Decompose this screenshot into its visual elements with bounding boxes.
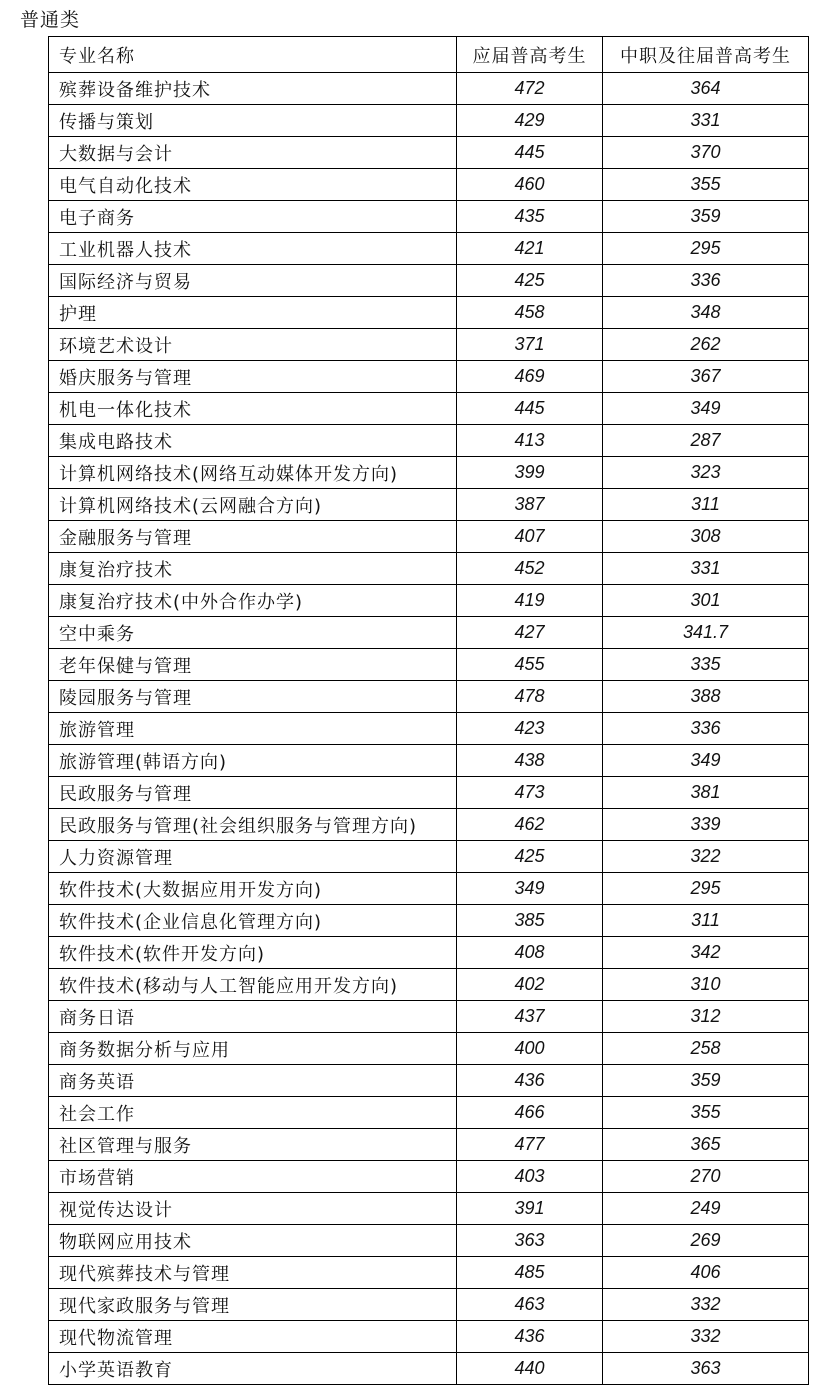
fresh-grad-score-cell: 472 [457, 73, 603, 105]
table-row [49, 873, 809, 905]
table-row [49, 649, 809, 681]
table-row [49, 1097, 809, 1129]
major-name-cell: 民政服务与管理 [49, 777, 457, 809]
table-row [49, 1001, 809, 1033]
fresh-grad-score-cell: 387 [457, 489, 603, 521]
fresh-grad-score-cell: 455 [457, 649, 603, 681]
major-name-cell: 护理 [49, 297, 457, 329]
table-row [49, 457, 809, 489]
fresh-grad-score-cell: 429 [457, 105, 603, 137]
vocational-score-cell: 287 [603, 425, 809, 457]
fresh-grad-score-cell: 462 [457, 809, 603, 841]
fresh-grad-score-cell: 363 [457, 1225, 603, 1257]
table-caption: 普通类 [20, 9, 81, 31]
vocational-score-cell: 359 [603, 201, 809, 233]
table-row [49, 297, 809, 329]
table-row [49, 1161, 809, 1193]
major-name-cell: 旅游管理(韩语方向) [49, 745, 457, 777]
fresh-grad-score-cell: 400 [457, 1033, 603, 1065]
fresh-grad-score-cell: 460 [457, 169, 603, 201]
fresh-grad-score-cell: 485 [457, 1257, 603, 1289]
fresh-grad-score-cell: 402 [457, 969, 603, 1001]
major-name-cell: 旅游管理 [49, 713, 457, 745]
vocational-score-cell: 295 [603, 233, 809, 265]
vocational-score-cell: 311 [603, 905, 809, 937]
fresh-grad-score-cell: 385 [457, 905, 603, 937]
fresh-grad-score-cell: 403 [457, 1161, 603, 1193]
major-name-cell: 现代殡葬技术与管理 [49, 1257, 457, 1289]
table-row [49, 1353, 809, 1385]
table-row [49, 809, 809, 841]
fresh-grad-score-cell: 408 [457, 937, 603, 969]
fresh-grad-score-cell: 466 [457, 1097, 603, 1129]
table-row [49, 1257, 809, 1289]
major-name-cell: 市场营销 [49, 1161, 457, 1193]
fresh-grad-score-cell: 477 [457, 1129, 603, 1161]
fresh-grad-score-cell: 391 [457, 1193, 603, 1225]
table-row [49, 905, 809, 937]
fresh-grad-score-cell: 445 [457, 393, 603, 425]
vocational-score-cell: 336 [603, 265, 809, 297]
major-name-cell: 社会工作 [49, 1097, 457, 1129]
major-name-cell: 老年保健与管理 [49, 649, 457, 681]
table-row [49, 105, 809, 137]
major-name-cell: 康复治疗技术 [49, 553, 457, 585]
major-name-cell: 软件技术(大数据应用开发方向) [49, 873, 457, 905]
fresh-grad-score-cell: 425 [457, 265, 603, 297]
fresh-grad-score-cell: 473 [457, 777, 603, 809]
fresh-grad-score-cell: 399 [457, 457, 603, 489]
table-row [49, 585, 809, 617]
vocational-score-cell: 355 [603, 1097, 809, 1129]
fresh-grad-score-cell: 423 [457, 713, 603, 745]
vocational-score-cell: 331 [603, 105, 809, 137]
table-row [49, 841, 809, 873]
fresh-grad-score-cell: 371 [457, 329, 603, 361]
table-row [49, 265, 809, 297]
vocational-score-cell: 308 [603, 521, 809, 553]
major-name-cell: 视觉传达设计 [49, 1193, 457, 1225]
major-name-cell: 电气自动化技术 [49, 169, 457, 201]
major-name-cell: 软件技术(移动与人工智能应用开发方向) [49, 969, 457, 1001]
header-fresh-grad-score: 应届普高考生 [457, 37, 603, 73]
table-row [49, 521, 809, 553]
vocational-score-cell: 335 [603, 649, 809, 681]
fresh-grad-score-cell: 440 [457, 1353, 603, 1385]
major-name-cell: 殡葬设备维护技术 [49, 73, 457, 105]
major-name-cell: 民政服务与管理(社会组织服务与管理方向) [49, 809, 457, 841]
table-row [49, 489, 809, 521]
table-row [49, 1033, 809, 1065]
major-name-cell: 电子商务 [49, 201, 457, 233]
fresh-grad-score-cell: 445 [457, 137, 603, 169]
fresh-grad-score-cell: 469 [457, 361, 603, 393]
fresh-grad-score-cell: 436 [457, 1065, 603, 1097]
major-name-cell: 国际经济与贸易 [49, 265, 457, 297]
table-row [49, 713, 809, 745]
vocational-score-cell: 295 [603, 873, 809, 905]
major-name-cell: 计算机网络技术(网络互动媒体开发方向) [49, 457, 457, 489]
table-row [49, 169, 809, 201]
vocational-score-cell: 381 [603, 777, 809, 809]
fresh-grad-score-cell: 407 [457, 521, 603, 553]
fresh-grad-score-cell: 437 [457, 1001, 603, 1033]
vocational-score-cell: 355 [603, 169, 809, 201]
fresh-grad-score-cell: 427 [457, 617, 603, 649]
major-name-cell: 空中乘务 [49, 617, 457, 649]
vocational-score-cell: 312 [603, 1001, 809, 1033]
table-row [49, 201, 809, 233]
vocational-score-cell: 310 [603, 969, 809, 1001]
major-name-cell: 商务日语 [49, 1001, 457, 1033]
table-row [49, 1193, 809, 1225]
table-row [49, 1225, 809, 1257]
fresh-grad-score-cell: 458 [457, 297, 603, 329]
vocational-score-cell: 359 [603, 1065, 809, 1097]
major-name-cell: 婚庆服务与管理 [49, 361, 457, 393]
header-major-name: 专业名称 [49, 37, 457, 73]
vocational-score-cell: 249 [603, 1193, 809, 1225]
vocational-score-cell: 322 [603, 841, 809, 873]
vocational-score-cell: 270 [603, 1161, 809, 1193]
table-row [49, 617, 809, 649]
major-name-cell: 康复治疗技术(中外合作办学) [49, 585, 457, 617]
table-row [49, 233, 809, 265]
vocational-score-cell: 349 [603, 393, 809, 425]
table-row [49, 553, 809, 585]
table-row [49, 745, 809, 777]
vocational-score-cell: 364 [603, 73, 809, 105]
vocational-score-cell: 367 [603, 361, 809, 393]
major-name-cell: 商务数据分析与应用 [49, 1033, 457, 1065]
major-name-cell: 机电一体化技术 [49, 393, 457, 425]
vocational-score-cell: 336 [603, 713, 809, 745]
major-name-cell: 工业机器人技术 [49, 233, 457, 265]
fresh-grad-score-cell: 463 [457, 1289, 603, 1321]
vocational-score-cell: 388 [603, 681, 809, 713]
vocational-score-cell: 331 [603, 553, 809, 585]
vocational-score-cell: 262 [603, 329, 809, 361]
major-name-cell: 大数据与会计 [49, 137, 457, 169]
table-row [49, 425, 809, 457]
major-name-cell: 环境艺术设计 [49, 329, 457, 361]
table-row [49, 73, 809, 105]
table-row [49, 393, 809, 425]
fresh-grad-score-cell: 452 [457, 553, 603, 585]
major-name-cell: 计算机网络技术(云网融合方向) [49, 489, 457, 521]
major-name-cell: 软件技术(企业信息化管理方向) [49, 905, 457, 937]
major-name-cell: 传播与策划 [49, 105, 457, 137]
fresh-grad-score-cell: 421 [457, 233, 603, 265]
major-name-cell: 现代物流管理 [49, 1321, 457, 1353]
major-name-cell: 社区管理与服务 [49, 1129, 457, 1161]
fresh-grad-score-cell: 349 [457, 873, 603, 905]
vocational-score-cell: 311 [603, 489, 809, 521]
table-row [49, 1129, 809, 1161]
table-row [49, 937, 809, 969]
table-row [49, 1321, 809, 1353]
fresh-grad-score-cell: 478 [457, 681, 603, 713]
major-name-cell: 金融服务与管理 [49, 521, 457, 553]
vocational-score-cell: 406 [603, 1257, 809, 1289]
vocational-score-cell: 332 [603, 1321, 809, 1353]
major-name-cell: 陵园服务与管理 [49, 681, 457, 713]
table-row [49, 969, 809, 1001]
vocational-score-cell: 341.7 [603, 617, 809, 649]
vocational-score-cell: 332 [603, 1289, 809, 1321]
vocational-score-cell: 269 [603, 1225, 809, 1257]
header-vocational-score: 中职及往届普高考生 [603, 37, 809, 73]
table-row [49, 137, 809, 169]
table-row [49, 1289, 809, 1321]
major-name-cell: 小学英语教育 [49, 1353, 457, 1385]
table-row [49, 681, 809, 713]
fresh-grad-score-cell: 435 [457, 201, 603, 233]
table-row [49, 777, 809, 809]
vocational-score-cell: 301 [603, 585, 809, 617]
fresh-grad-score-cell: 419 [457, 585, 603, 617]
major-name-cell: 人力资源管理 [49, 841, 457, 873]
score-table [48, 36, 809, 1385]
major-name-cell: 现代家政服务与管理 [49, 1289, 457, 1321]
table-header-row [49, 37, 809, 73]
vocational-score-cell: 339 [603, 809, 809, 841]
vocational-score-cell: 258 [603, 1033, 809, 1065]
major-name-cell: 商务英语 [49, 1065, 457, 1097]
vocational-score-cell: 323 [603, 457, 809, 489]
vocational-score-cell: 370 [603, 137, 809, 169]
vocational-score-cell: 349 [603, 745, 809, 777]
table-row [49, 361, 809, 393]
vocational-score-cell: 365 [603, 1129, 809, 1161]
vocational-score-cell: 363 [603, 1353, 809, 1385]
major-name-cell: 集成电路技术 [49, 425, 457, 457]
fresh-grad-score-cell: 425 [457, 841, 603, 873]
table-row [49, 1065, 809, 1097]
fresh-grad-score-cell: 436 [457, 1321, 603, 1353]
major-name-cell: 软件技术(软件开发方向) [49, 937, 457, 969]
table-row [49, 329, 809, 361]
fresh-grad-score-cell: 413 [457, 425, 603, 457]
vocational-score-cell: 342 [603, 937, 809, 969]
fresh-grad-score-cell: 438 [457, 745, 603, 777]
major-name-cell: 物联网应用技术 [49, 1225, 457, 1257]
vocational-score-cell: 348 [603, 297, 809, 329]
